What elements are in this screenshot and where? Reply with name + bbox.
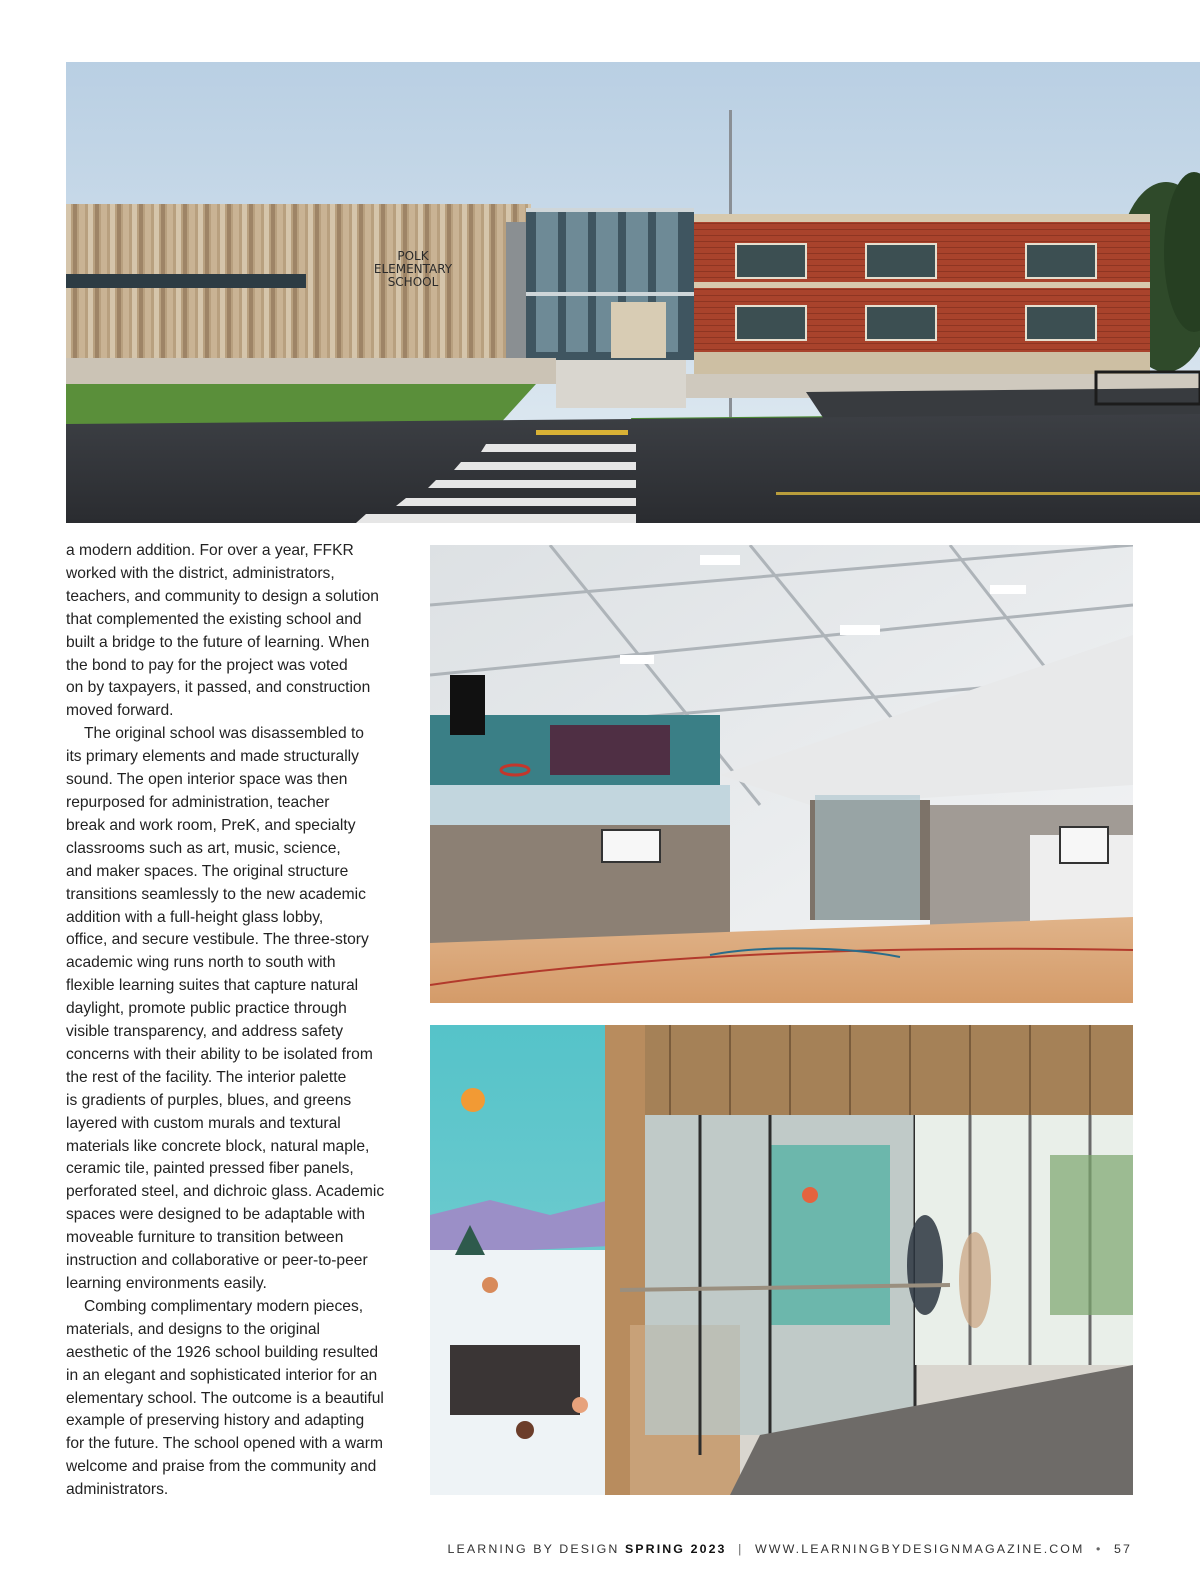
article-text-line: aesthetic of the 1926 school building resulted xyxy=(66,1343,379,1361)
article-text-line: flexible learning suites that capture natural xyxy=(66,977,359,995)
article-text-line: administrators. xyxy=(66,1481,169,1499)
issue-label: SPRING 2023 xyxy=(624,1542,727,1556)
article-text-line: learning environments easily. xyxy=(66,1275,267,1292)
svg-text:POLK: POLK xyxy=(397,249,429,263)
page-number: 57 xyxy=(1114,1542,1132,1556)
article-text-line: moveable furniture to transition between xyxy=(66,1229,344,1247)
article-text-line: that complemented the existing school and xyxy=(66,610,362,628)
publication-name: LEARNING BY DESIGN xyxy=(447,1542,620,1556)
article-body xyxy=(66,540,411,1502)
article-text-line: classrooms such as art, music, science, xyxy=(66,839,341,857)
svg-text:SCHOOL: SCHOOL xyxy=(387,275,439,289)
article-text-line: The original school was disassembled to xyxy=(84,725,364,743)
article-text-line: spaces were designed to be adaptable with xyxy=(66,1206,366,1224)
article-text-line: materials like concrete block, natural maple, xyxy=(66,1137,370,1155)
article-text-line: break and work room, PreK, and specialty xyxy=(66,816,356,834)
article-text-line: is gradients of purples, blues, and greens xyxy=(66,1091,352,1109)
article-paragraph xyxy=(66,723,411,1296)
article-text-line: and maker spaces. The original structure xyxy=(66,862,349,880)
article-text-line: sound. The open interior space was then xyxy=(66,771,348,789)
article-text-line: academic wing runs north to south with xyxy=(66,954,336,972)
website-link[interactable]: WWW.LEARNINGBYDESIGNMAGAZINE.COM xyxy=(754,1542,1085,1556)
article-text-line: elementary school. The outcome is a beautiful xyxy=(66,1389,384,1407)
article-text-line: Combing complimentary modern pieces, xyxy=(84,1297,364,1315)
article-text-line: office, and secure vestibule. The three-story xyxy=(66,931,369,949)
article-text-line: repurposed for administration, teacher xyxy=(66,793,330,811)
page-footer xyxy=(448,1542,1132,1560)
article-text-line: the bond to pay for the project was voted xyxy=(66,656,348,674)
article-text-line: welcome and praise from the community and xyxy=(66,1458,377,1476)
article-text-line: example of preserving history and adapting xyxy=(66,1412,365,1430)
article-text-line: its primary elements and made structurally xyxy=(66,748,359,766)
article-text-line: addition with a full-height glass lobby, xyxy=(66,908,324,926)
article-text-line: instruction and collaborative or peer-to-peer xyxy=(66,1252,368,1270)
article-text-line: visible transparency, and address safety xyxy=(66,1023,344,1041)
article-text-line: layered with custom murals and textural xyxy=(66,1114,341,1132)
article-text-line: built a bridge to the future of learning. When xyxy=(66,633,370,651)
article-text-line: transitions seamlessly to the new academic xyxy=(66,885,366,903)
article-text-line: in an elegant and sophisticated interior for an xyxy=(66,1366,378,1384)
footer-bullet: • xyxy=(1096,1542,1103,1556)
svg-text:ELEMENTARY: ELEMENTARY xyxy=(373,262,453,276)
lobby-mural-photo xyxy=(430,1025,1133,1495)
article-text-line: on by taxpayers, it passed, and construction xyxy=(66,679,371,697)
article-paragraph xyxy=(66,1296,411,1502)
hero-photo-school-exterior xyxy=(66,62,1200,523)
article-text-line: a modern addition. For over a year, FFKR xyxy=(66,542,354,559)
article-text-line: daylight, promote public practice through xyxy=(66,1000,347,1018)
footer-divider: | xyxy=(738,1542,744,1556)
article-text-line: ceramic tile, painted pressed fiber panels, xyxy=(66,1160,354,1178)
article-text-line: the rest of the facility. The interior palette xyxy=(66,1068,347,1086)
article-text-line: materials, and designs to the original xyxy=(66,1320,320,1338)
article-text-line: teachers, and community to design a solution xyxy=(66,587,379,605)
gymnasium-photo xyxy=(430,545,1133,1003)
article-text-line: for the future. The school opened with a warm xyxy=(66,1435,383,1453)
article-text-line: concerns with their ability to be isolated from xyxy=(66,1045,373,1063)
article-text-line: worked with the district, administrators, xyxy=(66,564,335,582)
article-text-line: moved forward. xyxy=(66,702,174,720)
article-text-line: perforated steel, and dichroic glass. Academic xyxy=(66,1183,385,1201)
article-paragraph xyxy=(66,540,411,723)
